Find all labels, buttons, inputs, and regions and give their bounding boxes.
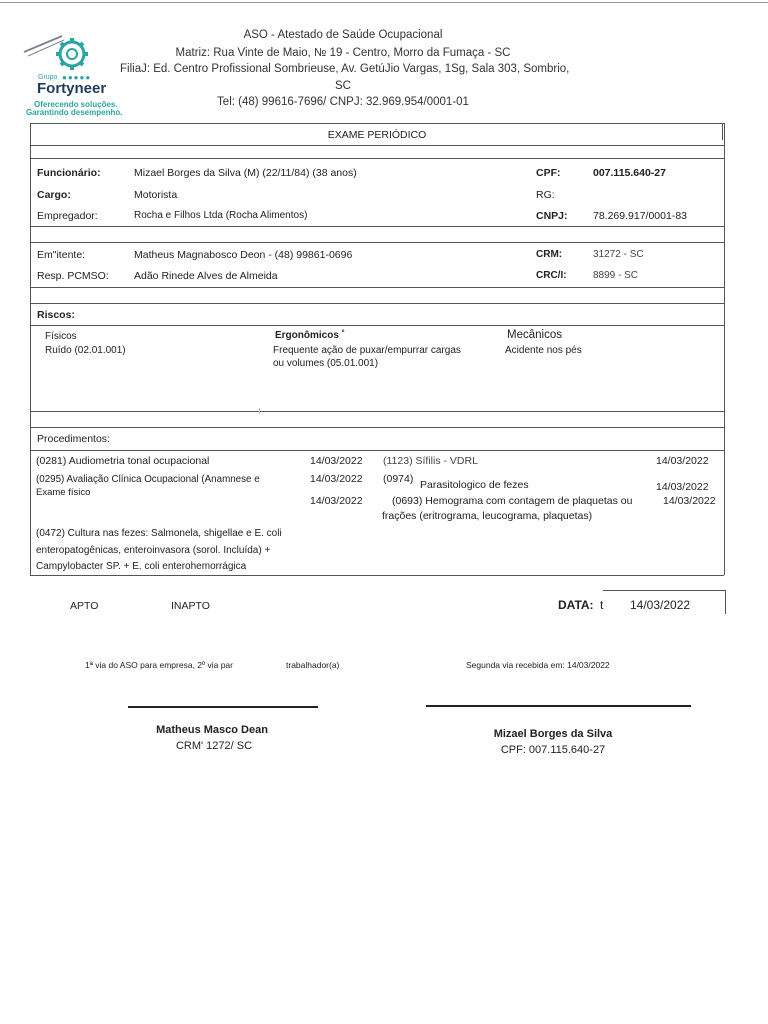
data-t: t <box>600 598 604 612</box>
mecanicos-label: Mecânicos <box>507 329 562 341</box>
row-divider <box>30 411 724 412</box>
row-divider <box>30 242 724 243</box>
crc-value: 8899 - SC <box>593 270 639 281</box>
table-right-border <box>724 123 725 575</box>
row-divider <box>30 287 724 288</box>
header-contact: Tel: (48) 99616-7696/ CNPJ: 32.969.954/0001-01 <box>217 96 469 108</box>
ergonomicos-value-1: Frequente ação de puxar/empurrar cargas <box>273 345 461 356</box>
logo-dots: ●●●●● <box>62 73 92 82</box>
table-top-border <box>30 123 724 124</box>
procedure-sifilis: (1123) Sífilis - VDRL <box>383 455 478 467</box>
logo-name: Fortyneer <box>37 80 107 97</box>
riscos-title: Riscos: <box>37 309 75 321</box>
header-matriz: Matriz: Rua Vinte de Maio, № 19 - Centro, Morro da Fumaça - SC <box>175 47 511 59</box>
resp-pcmso-label: Resp. PCMSO: <box>37 270 109 282</box>
procedure-hemograma-date: 14/03/2022 <box>663 495 716 507</box>
procedure-hemograma: (0693) Hemograma com contagem de plaquetas ou <box>392 495 633 507</box>
cpf-label: CPF: <box>536 167 561 179</box>
document-title-bold: Atestado de Saúde Ocupacional <box>277 29 443 41</box>
table-bottom-border <box>30 575 724 576</box>
via-note-left: 1ª via do ASO para empresa, 2º via par <box>85 660 233 670</box>
procedure-sifilis-date: 14/03/2022 <box>656 455 709 467</box>
logo-grupo-text: Grupo <box>38 74 58 81</box>
cargo-value: Motorista <box>134 189 178 201</box>
crc-label: CRC/I: <box>536 270 567 281</box>
top-border <box>0 2 768 3</box>
date-right-line <box>725 590 726 614</box>
funcionario-value: Mizael Borges da Silva (M) (22/11/84) (38 anos) <box>134 167 357 179</box>
procedure-avaliacao-clinica-cont: Exame físico <box>36 487 91 498</box>
crm-label: CRM: <box>536 249 563 260</box>
rg-label: RG: <box>536 189 555 201</box>
procedure-avaliacao-date: 14/03/2022 <box>310 473 363 485</box>
employee-cpf: CPF: 007.115.640-27 <box>500 744 606 756</box>
employee-name: Mizael Borges da Silva <box>493 728 613 740</box>
procedure-parasitologico-date: 14/03/2022 <box>656 481 709 493</box>
procedure-hemograma-left-date: 14/03/2022 <box>310 495 363 507</box>
via-note-left-2: trabalhador(a) <box>286 660 340 670</box>
crm-value: 31272 - SC <box>593 249 644 260</box>
company-logo <box>22 30 132 120</box>
data-value: 14/03/2022 <box>630 598 691 612</box>
exam-type: EXAME PERIÓDICO <box>327 129 427 141</box>
row-divider <box>30 158 724 159</box>
empregador-label: Empregador: <box>37 210 98 222</box>
procedimentos-title: Procedimentos: <box>37 433 110 445</box>
resp-pcmso-value: Adão Rinede Alves de Almeida <box>134 270 278 282</box>
ergonomicos-label: Ergonômicos ˚ <box>275 330 346 341</box>
apto-option: APTO <box>70 600 99 612</box>
procedure-avaliacao-clinica: (0295) Avaliação Clínica Ocupacional (Anamnese e <box>36 474 260 485</box>
riscos-mark <box>259 408 260 414</box>
logo-tagline-1: Oferecendo soluções. <box>34 100 118 109</box>
row-divider <box>30 226 724 227</box>
data-label: DATA: <box>558 598 594 612</box>
procedure-parasitologico: Parasitologico de fezes <box>420 479 529 491</box>
procedure-parasitologico-code: (0974) <box>383 473 414 485</box>
procedure-audiometria-date: 14/03/2022 <box>310 455 363 467</box>
doctor-signature-line <box>128 706 318 708</box>
fisicos-label: Físicos <box>45 331 77 342</box>
via-note-right: Segunda via recebida em: 14/03/2022 <box>466 660 610 670</box>
row-divider <box>30 325 724 326</box>
procedure-cultura-fezes: (0472) Cultura nas fezes: Salmonela, shigellae e E. coli <box>36 528 282 539</box>
header-filial: FiliaJ: Ed. Centro Profissional Sombrieuse, Av. GetúJio Vargas, 1Sg, Sala 303, Sombrio, <box>120 63 570 75</box>
fisicos-value: Ruído (02.01.001) <box>45 345 126 356</box>
document-title <box>150 29 536 41</box>
emitente-value: Matheus Magnabosco Deon - (48) 99861-0696 <box>134 249 353 261</box>
ergonomicos-value-2: ou volumes (05.01.001) <box>273 358 379 369</box>
row-divider <box>30 427 724 428</box>
procedure-cultura-fezes-cont-1: enteropatogênicas, enteroinvasora (sorol. Incluída) + <box>36 545 271 556</box>
cnpj-value: 78.269.917/0001-83 <box>593 210 688 222</box>
date-top-line <box>603 590 725 591</box>
cpf-value: 007.115.640-27 <box>593 167 666 179</box>
procedure-hemograma-cont: frações (eritrograma, leucograma, plaquetas) <box>382 510 593 522</box>
row-divider <box>30 145 724 146</box>
emitente-label: Em"itente: <box>37 249 86 261</box>
row-divider <box>30 303 724 304</box>
header-state: SC <box>335 80 351 92</box>
procedure-cultura-fezes-cont-2: Campylobacter SP. + E. coli enterohemorrágica <box>36 561 247 572</box>
mecanicos-value: Acidente nos pés <box>505 345 582 356</box>
procedure-audiometria: (0281) Audiometria tonal ocupacional <box>36 455 210 467</box>
cnpj-label: CNPJ: <box>536 210 568 222</box>
funcionario-label: Funcionário: <box>37 167 101 179</box>
empregador-value: Rocha e Filhos Ltda (Rocha Alimentos) <box>134 210 308 221</box>
table-left-border <box>30 123 31 575</box>
doctor-crm: CRM' 1272/ SC <box>175 740 253 752</box>
inapto-option: INAPTO <box>171 600 210 612</box>
cargo-label: Cargo: <box>37 189 71 201</box>
document-title-prefix: ASO - <box>243 29 278 41</box>
employee-signature-line <box>426 705 691 707</box>
logo-tagline-2: Garantindo desempenho. <box>26 108 123 117</box>
row-divider <box>30 450 724 451</box>
doctor-name: Matheus Masco Dean <box>156 724 268 736</box>
